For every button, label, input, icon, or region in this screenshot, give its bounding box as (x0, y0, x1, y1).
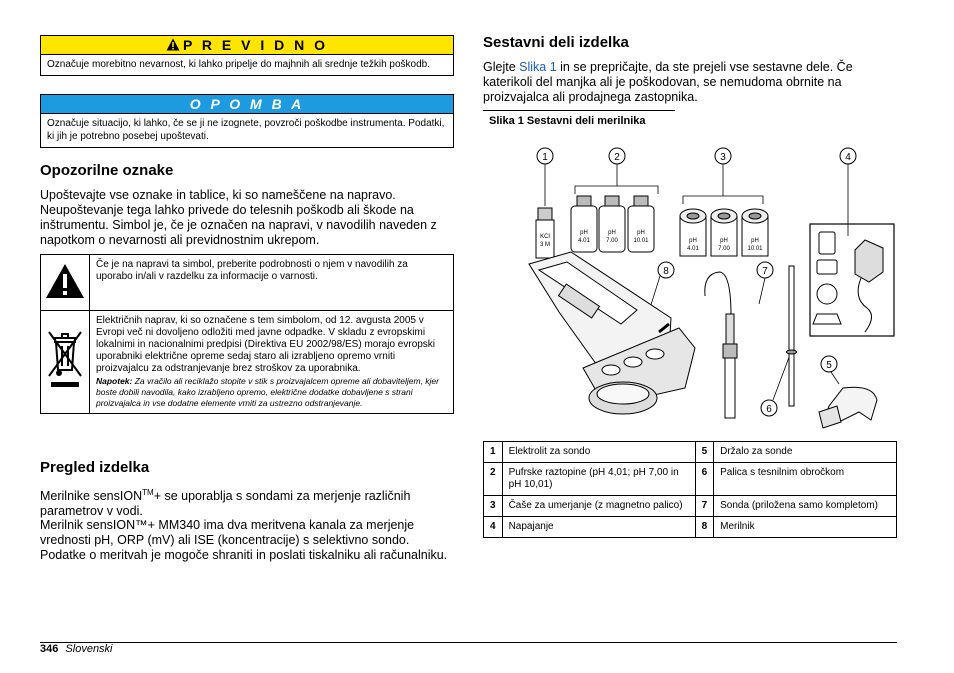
svg-text:6: 6 (766, 404, 772, 415)
part-name: Sonda (priložena samo kompletom) (714, 496, 897, 517)
part-number: 2 (484, 463, 503, 496)
symbol-description (90, 311, 454, 414)
overview-paragraph-1 (40, 485, 456, 519)
figure-caption: Slika 1 Sestavni deli merilnika (489, 115, 646, 127)
page-number: 346 (40, 643, 59, 655)
probe (705, 272, 737, 418)
components-heading: Sestavni deli izdelka (483, 34, 629, 51)
svg-text:3 M: 3 M (539, 242, 551, 248)
kcl-electrolyte-bottle (536, 208, 554, 258)
part-number: 5 (695, 442, 714, 463)
svg-text:pH: pH (751, 238, 759, 244)
part-number: 6 (695, 463, 714, 496)
overview-paragraph-2: Merilnik sensION™+ MM340 ima dva meritvena kanala za merjenje vrednosti pH, ORP (mV) ali ISE (koncentracije) s selektivno sondo. Podatke o meritvah je mogoče shraniti in poslati tiskalniku ali računalniku. (40, 518, 448, 562)
notice-header: O P O M B A (41, 95, 453, 114)
warning-header (41, 36, 453, 55)
svg-text:pH: pH (689, 238, 697, 244)
warning-text: Označuje morebitno nevarnost, ki lahko pripelje do majhnih ali srednje težkih poškodb. (47, 59, 430, 70)
callout-6 (761, 400, 777, 416)
part-name: Pufrske raztopine (pH 4,01; pH 7,00 in pH 10,01) (502, 463, 695, 496)
weee-crossed-bin-icon (45, 328, 85, 392)
svg-text:7: 7 (762, 266, 768, 277)
footer-rule (40, 642, 897, 643)
components-p-suffix: in se prepričajte, da ste prejeli vse sestavne dele. Če katerikoli del manjka ali je poškodovan, se nemudoma obrnite na proizvajalca ali prodajnega zastopnika. (483, 60, 853, 104)
svg-text:pH: pH (580, 230, 588, 236)
warning-triangle-icon (44, 262, 86, 300)
part-number: 4 (484, 517, 503, 538)
callout-5 (821, 356, 837, 372)
part-number: 7 (695, 496, 714, 517)
symbol-cell (41, 255, 90, 311)
figure-link[interactable]: Slika 1 (519, 60, 557, 74)
symbol-description: Če je na napravi ta simbol, preberite podrobnosti o njem v navodilih za uporabo in/ali v razdelku za informacije o varnosti. (90, 255, 454, 311)
overview-p1-prefix: Merilnike sensION (40, 489, 143, 504)
part-name: Elektrolit za sondo (502, 442, 695, 463)
svg-text:10.01: 10.01 (747, 246, 763, 252)
svg-text:7.00: 7.00 (606, 238, 618, 244)
weee-note-text: Za vračilo ali reciklažo stopite v stik s proizvajalcem opreme ali dobaviteljem, kjer boste dobili navodila, kako izrabljeno opremo, električne dodatke dobavljene s strani proizvajalca in vse dodatne elemente vrniti za ustrezno odstranjevanje. (96, 376, 439, 408)
warning-triangle-icon (166, 38, 180, 51)
probe-holder (819, 387, 877, 428)
table-row (484, 496, 897, 517)
svg-text:KCl: KCl (540, 234, 550, 240)
power-supply (810, 224, 894, 336)
components-figure (483, 138, 897, 438)
part-name: Čaše za umerjanje (z magnetno palico) (502, 496, 695, 517)
warning-box (40, 35, 454, 76)
part-number: 8 (695, 517, 714, 538)
callout-4 (840, 148, 856, 164)
overview-p1-suffix: + se uporablja s sondami za merjenje različnih parametrov v vodi. (40, 489, 411, 519)
callout-7 (757, 262, 773, 278)
symbol-table (40, 254, 454, 414)
trademark-mark: TM (142, 488, 154, 497)
page-footer (40, 643, 113, 655)
part-number: 3 (484, 496, 503, 517)
weee-note-label: Napotek: (96, 376, 133, 386)
part-name: Merilnik (714, 517, 897, 538)
svg-text:4: 4 (845, 152, 851, 163)
svg-text:4.01: 4.01 (687, 246, 699, 252)
notice-box (40, 94, 454, 148)
callout-8 (658, 262, 674, 278)
callout-3 (715, 148, 731, 164)
svg-text:pH: pH (720, 238, 728, 244)
overview-heading: Pregled izdelka (40, 459, 150, 476)
part-name: Palica s tesnilnim obročkom (714, 463, 897, 496)
svg-text:7.00: 7.00 (718, 246, 730, 252)
symbol-cell (41, 311, 90, 414)
part-name: Napajanje (502, 517, 695, 538)
labels-paragraph: Upoštevajte vse oznake in tablice, ki so nameščene na napravo. Neupoštevanje tega lahko privede do telesnih poškodb ali škode na inštrumentu. Simbol je, če je označen na napravi, v navodilih naveden z napotkom o nevarnosti ali previdnostnim ukrepom. (40, 188, 437, 247)
svg-text:4.01: 4.01 (578, 238, 590, 244)
rod-with-ring (787, 266, 797, 406)
svg-text:pH: pH (608, 230, 616, 236)
svg-text:3: 3 (720, 152, 726, 163)
labels-heading: Opozorilne oznake (40, 162, 174, 179)
weee-note (96, 376, 447, 409)
components-paragraph (483, 60, 899, 105)
table-row (41, 255, 454, 311)
callout-1 (537, 148, 553, 164)
svg-text:8: 8 (663, 266, 669, 277)
components-p-prefix: Glejte (483, 60, 520, 74)
table-row (484, 442, 897, 463)
notice-text: Označuje situacijo, ki lahko, če se ji ne izognete, povzroči poškodbe instrumenta. Podatki, ki jih je potrebno posebej upoštevati. (47, 118, 445, 142)
warning-title: P R E V I D N O (182, 37, 329, 53)
part-number: 1 (484, 442, 503, 463)
svg-text:2: 2 (614, 152, 620, 163)
table-row (41, 311, 454, 414)
svg-text:5: 5 (826, 360, 832, 371)
callout-2 (609, 148, 625, 164)
svg-text:pH: pH (637, 230, 645, 236)
table-row (484, 517, 897, 538)
parts-table (483, 441, 897, 538)
caption-rule (483, 110, 675, 111)
table-row (484, 463, 897, 496)
footer-language: Slovenski (65, 643, 113, 655)
svg-text:10.01: 10.01 (633, 238, 649, 244)
svg-text:1: 1 (542, 152, 548, 163)
part-name: Držalo za sonde (714, 442, 897, 463)
weee-text: Električnih naprav, ki so označene s tem simbolom, od 12. avgusta 2005 v Evropi več ni dovoljeno odložiti med javne odpadke. V skladu z evropskimi lokalnimi in nacionalnimi predpisi (Direktiva EU 2002/98/ES) morajo evropski uporabniki električne opreme sedaj staro ali izrabljeno opremo vrniti proizvajalcu za odstranjevanje brez stroškov za uporabnika. (96, 315, 436, 374)
